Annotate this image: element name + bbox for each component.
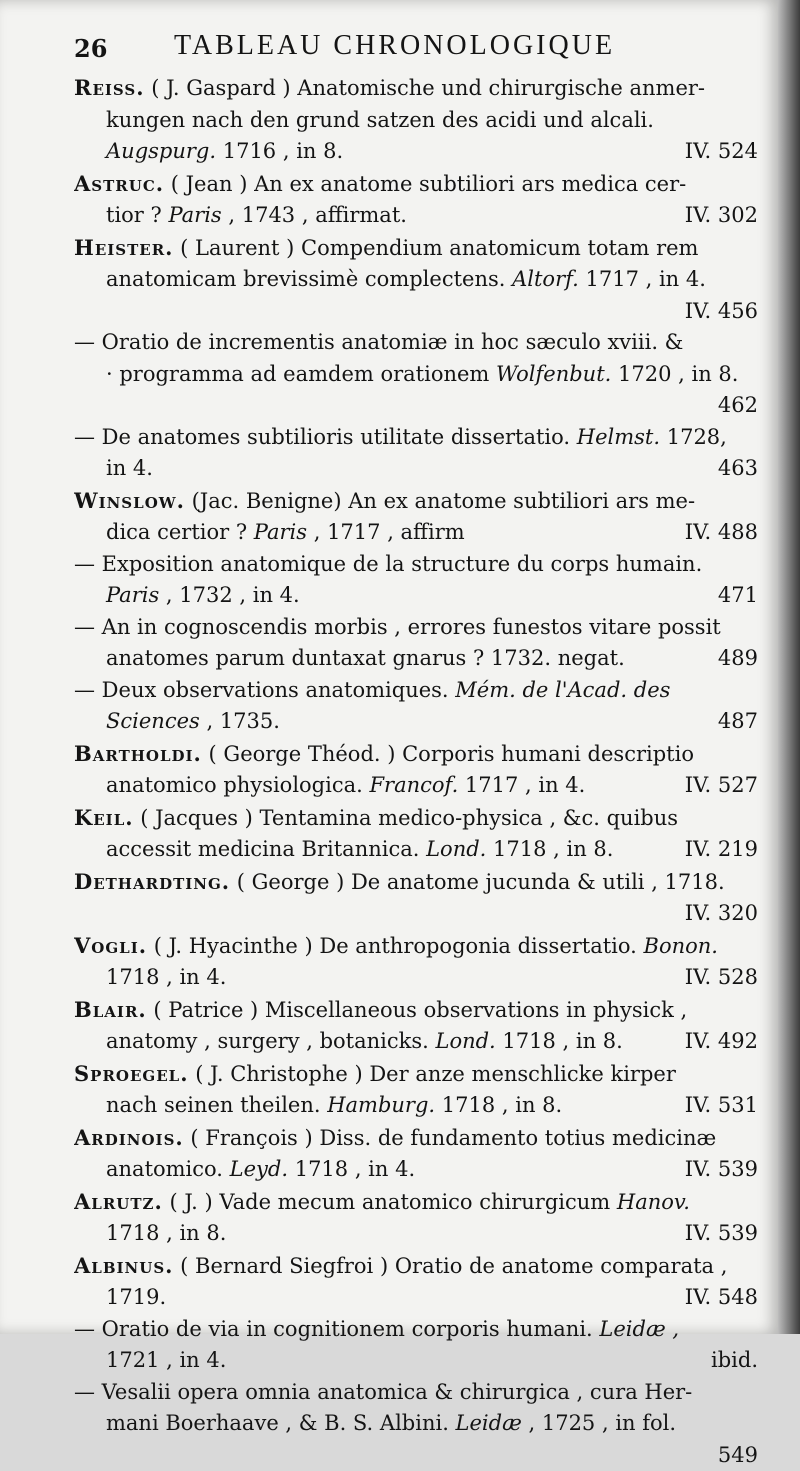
entry-text: — Vesalii opera omnia anatomica & chirurgica , cura Her- [74, 1380, 692, 1404]
author-name: Dethardting. [74, 869, 230, 894]
publication-place: Mém. de l'Acad. des [455, 678, 670, 702]
volume-page-reference: IV. 548 [685, 1282, 758, 1314]
entry-text: — An in cognoscendis morbis , errores funestos vitare possit [74, 615, 721, 639]
entry-text: anatomico. [106, 1157, 230, 1181]
volume-page-reference: IV. 302 [685, 200, 758, 232]
entry-text: 1718 , in 4. [288, 1157, 415, 1181]
entry-text: ( J. Christophe ) Der anze menschlicke kirper [189, 1062, 676, 1086]
author-name: Astruc. [74, 171, 164, 196]
bibliography-entry [74, 485, 758, 549]
volume-page-reference: 487 [718, 706, 758, 738]
bibliography-entry [74, 866, 758, 930]
entry-line [74, 1314, 758, 1346]
entry-line [74, 72, 758, 105]
entry-text: 1718 , in 8. [106, 1221, 226, 1245]
entry-text: , 1743 , affirmat. [222, 203, 407, 227]
volume-page-reference: IV. 539 [685, 1218, 758, 1250]
bibliography-entry [74, 168, 758, 232]
publication-place: Augspurg. [106, 139, 216, 163]
entry-text: ( Patrice ) Miscellaneous observations in physick , [147, 998, 687, 1022]
entry-text: ( Bernard Siegfroi ) Oratio de anatome comparata , [173, 1254, 727, 1278]
page-header [74, 30, 754, 70]
entry-text: — Oratio de incrementis anatomiæ in hoc sæculo xviii. & [74, 330, 683, 354]
bibliography-entry [74, 675, 758, 738]
entry-line [74, 1282, 758, 1314]
bibliography-entry [74, 1122, 758, 1186]
entry-text: · programma ad eamdem orationem [106, 362, 496, 386]
author-name: Reiss. [74, 75, 145, 100]
entry-line [74, 1122, 758, 1155]
volume-page-reference: IV. 531 [685, 1090, 758, 1122]
entry-line [74, 390, 758, 422]
volume-page-reference: IV. 488 [685, 517, 758, 549]
entry-text: ( Jacques ) Tentamina medico-physica , &c. quibus [134, 806, 678, 830]
bibliography-entry [74, 802, 758, 866]
bibliography-entry [74, 1058, 758, 1122]
author-name: Ardinois. [74, 1125, 184, 1150]
volume-page-reference: IV. 320 [685, 901, 758, 925]
entry-line [74, 296, 758, 328]
author-name: Heister. [74, 235, 174, 260]
entry-text: ( George ) De anatome jucunda & utili , 1718. [230, 870, 725, 894]
entry-line [74, 453, 758, 485]
entry-line [74, 359, 758, 391]
author-name: Albinus. [74, 1253, 173, 1278]
entry-line [74, 327, 758, 359]
author-name: Winslow. [74, 488, 185, 513]
volume-page-reference: IV. 539 [685, 1154, 758, 1186]
entry-text: dica certior ? [106, 520, 254, 544]
entry-line [74, 866, 758, 899]
volume-page-reference: IV. 492 [685, 1026, 758, 1058]
entry-line [74, 485, 758, 518]
entry-line [74, 930, 758, 963]
bibliography-entry [74, 232, 758, 328]
publication-place: Helmst. [577, 425, 660, 449]
publication-place: Lond. [436, 1029, 496, 1053]
entry-text: 1721 , in 4. [106, 1348, 226, 1372]
volume-page-reference: 462 [718, 393, 758, 417]
publication-place: Altorf. [512, 267, 579, 291]
entry-text: in 4. [106, 456, 153, 480]
volume-page-reference: IV. 456 [685, 299, 758, 323]
entry-line [74, 1186, 758, 1219]
entry-text: , 1725 , in fol. [522, 1411, 676, 1435]
bibliography-entry [74, 738, 758, 802]
entry-line [74, 1408, 758, 1440]
entry-line [74, 994, 758, 1027]
entry-text: tior ? [106, 203, 168, 227]
entry-text: — De anatomes subtilioris utilitate dissertatio. [74, 425, 577, 449]
publication-place: Hamburg. [327, 1093, 435, 1117]
entry-line [74, 1377, 758, 1409]
author-name: Alrutz. [74, 1189, 163, 1214]
publication-place: Wolfenbut. [496, 362, 611, 386]
publication-place: Hanov. [617, 1190, 690, 1214]
entry-text: 1717 , in 4. [579, 267, 706, 291]
entry-line [74, 834, 758, 866]
volume-page-reference: ibid. [711, 1345, 758, 1377]
entry-text: 1728, [660, 425, 727, 449]
entry-line [74, 898, 758, 930]
author-name: Sproegel. [74, 1061, 189, 1086]
bibliography-entry [74, 72, 758, 168]
entry-text: 1716 , in 8. [216, 139, 343, 163]
entry-line [74, 612, 758, 644]
entry-line [74, 962, 758, 994]
author-name: Blair. [74, 997, 147, 1022]
entry-text: ( Laurent ) Compendium anatomicum totam rem [174, 236, 699, 260]
publication-place: Paris [106, 583, 159, 607]
entry-line [74, 706, 758, 738]
entry-text: , 1732 , in 4. [159, 583, 299, 607]
bibliography-entry [74, 422, 758, 485]
entry-text: — Exposition anatomique de la structure du corps humain. [74, 552, 702, 576]
entry-line [74, 264, 758, 296]
entry-text: nach seinen theilen. [106, 1093, 327, 1117]
publication-place: Leidæ [456, 1411, 522, 1435]
entry-text: mani Boerhaave , & B. S. Albini. [106, 1411, 456, 1435]
entry-line [74, 136, 758, 168]
volume-page-reference: IV. 528 [685, 962, 758, 994]
entry-text: anatomes parum duntaxat gnarus ? 1732. negat. [106, 646, 625, 670]
bibliography-entry [74, 930, 758, 994]
entry-text: anatomicam brevissimè complectens. [106, 267, 512, 291]
entry-line [74, 549, 758, 581]
entry-text: kungen nach den grund satzen des acidi und alcali. [106, 108, 654, 132]
entry-text: 1718 , in 8. [486, 837, 613, 861]
publication-place: Francof. [369, 773, 458, 797]
entry-text: 1719. [106, 1285, 166, 1309]
entry-text: ( J. ) Vade mecum anatomico chirurgicum [163, 1190, 617, 1214]
entry-line [74, 770, 758, 802]
author-name: Vogli. [74, 933, 147, 958]
entry-line [74, 1058, 758, 1091]
entry-text: — Deux observations anatomiques. [74, 678, 455, 702]
publication-place: Sciences [106, 709, 200, 733]
entry-line [74, 1250, 758, 1283]
publication-place: Leyd. [230, 1157, 288, 1181]
entry-line [74, 422, 758, 454]
entry-line [74, 1218, 758, 1250]
volume-page-reference: 549 [718, 1443, 758, 1467]
entry-text: , 1717 , affirm [307, 520, 465, 544]
bibliography-entry [74, 1314, 758, 1377]
entry-text: ( George Théod. ) Corporis humani descriptio [202, 742, 694, 766]
entry-text: ( François ) Diss. de fundamento totius medicinæ [184, 1126, 717, 1150]
entry-line [74, 232, 758, 265]
entry-line [74, 1154, 758, 1186]
entry-text: 1718 , in 8. [435, 1093, 562, 1117]
publication-place: Lond. [426, 837, 486, 861]
bibliography-entry [74, 327, 758, 422]
entry-text: anatomy , surgery , botanicks. [106, 1029, 436, 1053]
entry-line [74, 1090, 758, 1122]
volume-page-reference: IV. 524 [685, 136, 758, 168]
publication-place: Leidæ , [599, 1317, 679, 1341]
bibliography-entry [74, 1186, 758, 1250]
entry-line [74, 1026, 758, 1058]
entry-line [74, 200, 758, 232]
book-gutter-shadow [778, 0, 800, 1334]
running-title: TABLEAU CHRONOLOGIQUE [174, 30, 615, 62]
entry-text: anatomico physiologica. [106, 773, 369, 797]
publication-place: Paris [168, 203, 221, 227]
volume-page-reference: 463 [718, 453, 758, 485]
entry-line [74, 1440, 758, 1471]
entry-text: ( J. Gaspard ) Anatomische und chirurgische anmer- [145, 76, 705, 100]
entry-text: 1717 , in 4. [458, 773, 585, 797]
volume-page-reference: 471 [718, 580, 758, 612]
publication-place: Bonon. [644, 934, 718, 958]
entry-text: 1720 , in 8. [611, 362, 738, 386]
volume-page-reference: IV. 527 [685, 770, 758, 802]
bibliography-entry [74, 1250, 758, 1314]
entry-text: accessit medicina Britannica. [106, 837, 426, 861]
entry-line [74, 802, 758, 835]
entry-line [74, 675, 758, 707]
entry-text: ( J. Hyacinthe ) De anthropogonia dissertatio. [147, 934, 643, 958]
entry-text: 1718 , in 4. [106, 965, 226, 989]
entry-text: — Oratio de via in cognitionem corporis humani. [74, 1317, 599, 1341]
entry-line [74, 105, 758, 137]
volume-page-reference: IV. 219 [685, 834, 758, 866]
author-name: Keil. [74, 805, 134, 830]
bibliography-entry [74, 1377, 758, 1471]
entry-line [74, 643, 758, 675]
entry-line [74, 1345, 758, 1377]
entry-text: ( Jean ) An ex anatome subtiliori ars medica cer- [164, 172, 686, 196]
entry-text: 1718 , in 8. [496, 1029, 623, 1053]
bibliography-entry [74, 994, 758, 1058]
publication-place: Paris [254, 520, 307, 544]
author-name: Bartholdi. [74, 741, 202, 766]
entry-text: (Jac. Benigne) An ex anatome subtiliori ars me- [185, 489, 695, 513]
entry-line [74, 517, 758, 549]
entry-line [74, 168, 758, 201]
volume-page-reference: 489 [718, 643, 758, 675]
entry-text: , 1735. [200, 709, 280, 733]
page-number: 26 [74, 34, 107, 63]
bibliography-entry [74, 612, 758, 675]
bibliography-entry [74, 549, 758, 612]
bibliography-list [74, 72, 758, 1471]
entry-line [74, 738, 758, 771]
entry-line [74, 580, 758, 612]
